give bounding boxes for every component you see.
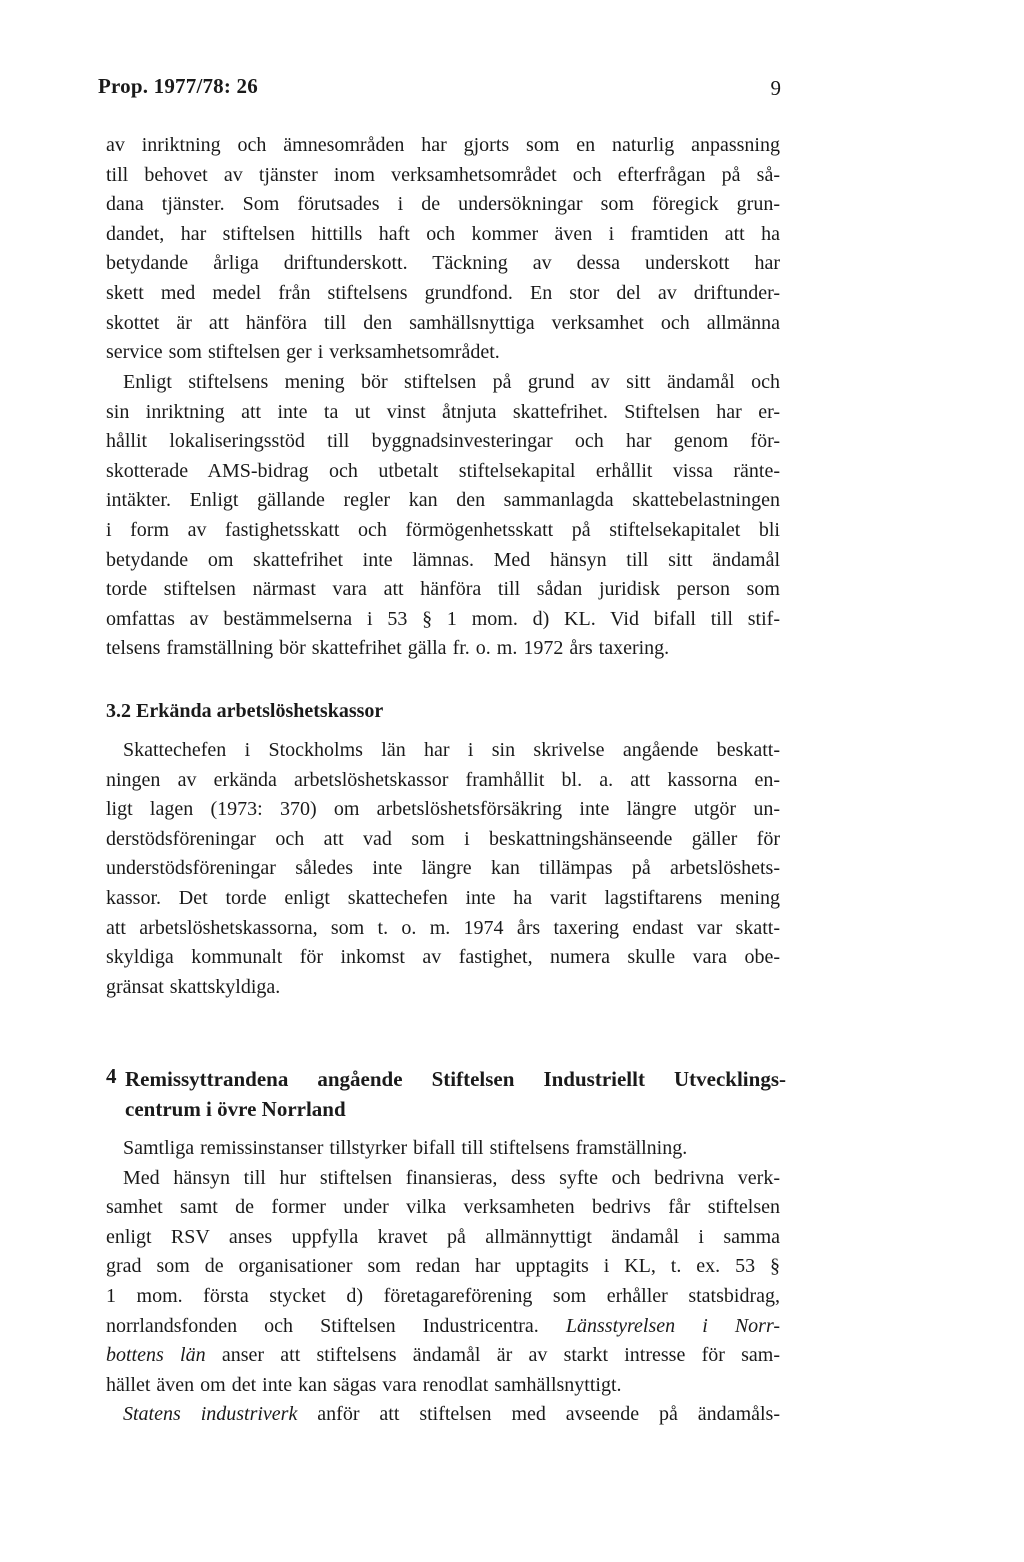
chapter-title-line-1: Remissyttrandena angående Stiftelsen Industriellt Utvecklings- [125, 1067, 786, 1091]
publication-reference: Prop. 1977/78: 26 [98, 74, 258, 98]
text-line: dana tjänster. Som förutsades i de undersökningar som föregick grun- [106, 193, 780, 216]
text-line: skett med medel från stiftelsens grundfond. En stor del av driftunder- [106, 281, 780, 304]
text-line: hållit lokaliseringsstöd till byggnadsinvesteringar och har genom för- [106, 430, 780, 453]
text-line: torde stiftelsen närmast vara att hänföra till sådan juridisk person som [106, 578, 780, 601]
page-header [98, 74, 781, 104]
text-line: Enligt stiftelsens mening bör stiftelsen på grund av sitt ändamål och [123, 371, 780, 393]
text-line: att arbetslöshetskassorna, som t. o. m. 1974 års taxering endast var skatt- [106, 916, 780, 939]
text-line: enligt RSV anses uppfylla kravet på allmännyttigt ändamål i samma [106, 1225, 780, 1248]
text-line: Samtliga remissinstanser tillstyrker bifall till stiftelsens framställning. [123, 1137, 688, 1159]
text-line: service som stiftelsen ger i verksamhetsområdet. [106, 341, 500, 364]
text-line: Med hänsyn till hur stiftelsen finansieras, dess syfte och bedrivna verk- [123, 1166, 780, 1189]
text-line: betydande årliga driftunderskott. Täckning av dessa underskott har [106, 252, 780, 275]
text-line: Skattechefen i Stockholms län har i sin skrivelse angående beskatt- [123, 739, 780, 761]
paragraph-arbetsloshetskassor [106, 736, 780, 1002]
text-line: till behovet av tjänster inom verksamhetsområdet och efterfrågan på så- [106, 163, 780, 186]
text-fragment: norrlandsfonden och Stiftelsen Industricentra. [106, 1314, 539, 1337]
text-line: av inriktning och ämnesområden har gjorts som en naturlig anpassning [106, 134, 780, 156]
text-fragment: anför att stiftelsen med avseende på ändamåls- [317, 1403, 780, 1426]
text-line: omfattas av bestämmelserna i 53 § 1 mom. d) KL. Vid bifall till stif- [106, 607, 780, 630]
paragraph-skattefrihet [106, 368, 780, 664]
text-line: telsens framställning bör skattefrihet gälla fr. o. m. 1972 års taxering. [106, 637, 670, 660]
text-line: dandet, har stiftelsen hittills haft och kommer även i framtiden att ha [106, 222, 780, 245]
chapter-heading-4 [106, 1064, 786, 1124]
text-line: grad som de organisationer som redan har upptagits i KL, t. ex. 53 § [106, 1255, 780, 1278]
text-line: ningen av erkända arbetslöshetskassor framhållit bl. a. att kassorna en- [106, 768, 780, 791]
text-line [106, 1341, 780, 1371]
text-line: understödsföreningar således inte längre kan tillämpas på arbetslöshets- [106, 857, 780, 880]
text-line: samhet samt de former under vilka verksamheten bedrivs får stiftelsen [106, 1196, 780, 1219]
text-line: hället även om det inte kan sägas vara renodlat samhällsnyttigt. [106, 1373, 622, 1396]
chapter-title-line-2: centrum i övre Norrland [125, 1097, 346, 1121]
paragraph-remissyttranden [106, 1134, 780, 1430]
text-line [106, 1312, 780, 1342]
chapter-number: 4 [106, 1064, 117, 1088]
agency-name-lansstyrelsen-cont: bottens län [106, 1344, 206, 1367]
agency-name-lansstyrelsen: Länsstyrelsen i Norr- [565, 1314, 781, 1337]
text-line: skyldiga kommunalt för inkomst av fastighet, numera skulle vara obe- [106, 946, 780, 969]
agency-name-statens-industriverk: Statens industriverk [123, 1403, 298, 1426]
text-line: skotterade AMS-bidrag och utbetalt stiftelsekapital erhållit vissa ränte- [106, 459, 780, 482]
section-heading-3-2: 3.2 Erkända arbetslöshetskassor [106, 700, 384, 722]
text-line: 1 mom. första stycket d) företagareförening som erhåller statsbidrag, [106, 1284, 780, 1307]
text-line: skottet är att hänföra till den samhällsnyttiga verksamhet och allmänna [106, 311, 780, 334]
text-line [106, 1400, 780, 1430]
text-fragment: anser att stiftelsens ändamål är av starkt intresse för sam- [221, 1344, 781, 1367]
text-line: betydande om skattefrihet inte lämnas. Med hänsyn till sitt ändamål [106, 548, 780, 571]
text-line: derstödsföreningar och att vad som i beskattningshänseende gäller för [106, 827, 780, 850]
text-line: sin inriktning att inte ta ut vinst åtnjuta skattefrihet. Stiftelsen har er- [106, 400, 780, 423]
page-number: 9 [770, 76, 781, 100]
text-line: ligt lagen (1973: 370) om arbetslöshetsförsäkring inte längre utgör un- [106, 798, 780, 821]
text-line: kassor. Det torde enligt skattechefen inte ha varit lagstiftarens mening [106, 886, 780, 909]
text-line: intäkter. Enligt gällande regler kan den sammanlagda skattebelastningen [106, 489, 780, 512]
text-line: gränsat skattskyldiga. [106, 975, 281, 998]
paragraph-driftunderskott [106, 131, 780, 368]
text-line: i form av fastighetsskatt och förmögenhetsskatt på stiftelsekapitalet bli [106, 518, 780, 541]
